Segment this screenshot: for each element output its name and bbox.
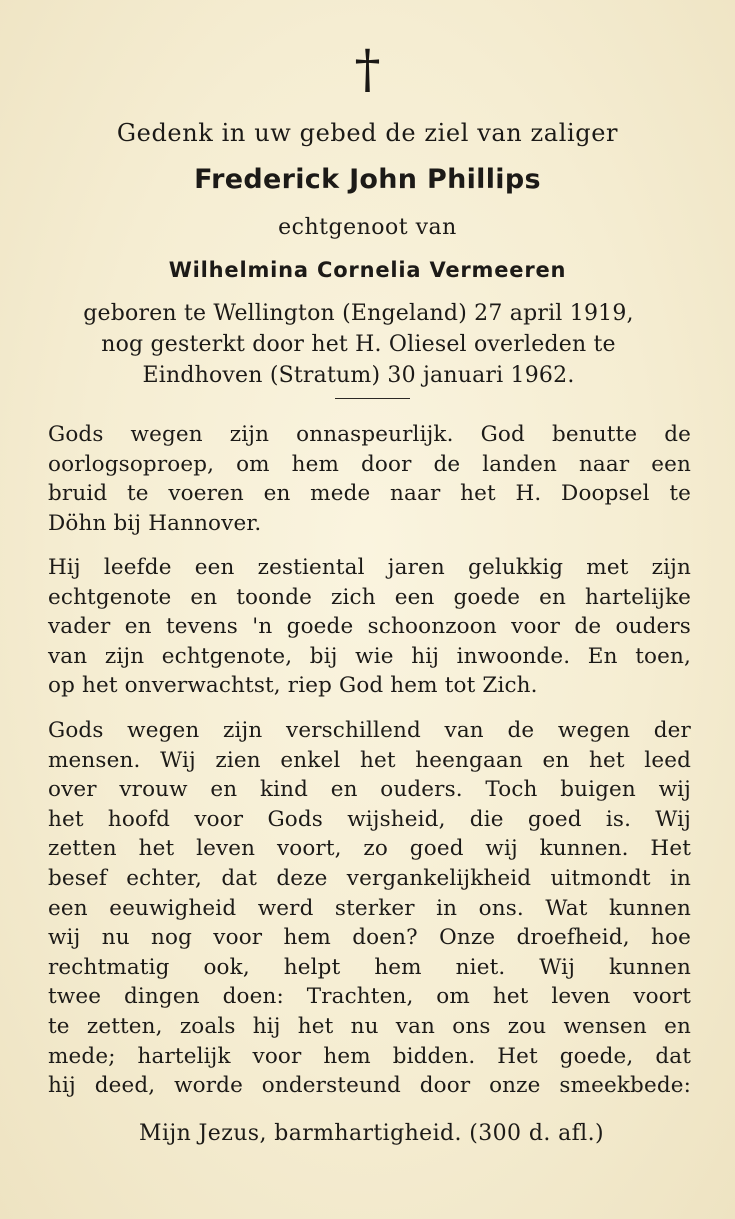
spouse-label: echtgenoot van (278, 215, 457, 240)
prayer-text: Mijn Jezus, barmhartigheid. (300 d. afl.) (139, 1121, 604, 1146)
text-line: vader en tevens 'n goede schoonzoon voor de ouders (48, 614, 691, 640)
paragraph-3 (48, 716, 691, 1101)
text-line: over vrouw en kind en ouders. Toch buigen wij (48, 777, 691, 803)
text-line: zetten het leven voort, zo goed wij kunnen. Het (48, 836, 691, 862)
text-line: het hoofd voor Gods wijsheid, die goed is. Wij (48, 806, 691, 832)
intro-line: Gedenk in uw gebed de ziel van zaliger (116, 119, 619, 147)
text-line: Döhn bij Hannover. (48, 510, 262, 536)
spouse-name: Wilhelmina Cornelia Vermeeren (168, 258, 567, 282)
birth-line: geboren te Wellington (Engeland) 27 april 1919, (83, 301, 634, 326)
text-line: twee dingen doen: Trachten, om het leven voort (48, 984, 691, 1010)
text-line: mensen. Wij zien enkel het heengaan en het leed (48, 747, 691, 773)
text-line: wij nu nog voor hem doen? Onze droefheid, hoe (48, 925, 691, 951)
paragraph-1 (48, 420, 691, 538)
text-line: besef echter, dat deze vergankelijkheid uitmondt in (48, 865, 691, 891)
text-line: te zetten, zoals hij het nu van ons zou wensen en (48, 1013, 691, 1039)
text-line: mede; hartelijk voor hem bidden. Het goede, dat (48, 1043, 691, 1069)
text-line: rechtmatig ook, helpt hem niet. Wij kunnen (48, 954, 691, 980)
text-line: Gods wegen zijn onnaspeurlijk. God benutte de (48, 422, 691, 447)
text-line: oorlogsoproep, om hem door de landen naar een (48, 451, 691, 477)
birth-death-details (48, 298, 669, 391)
birth-line: nog gesterkt door het H. Oliesel overleden te (101, 332, 616, 357)
text-line: Hij leefde een zestiental jaren gelukkig met zijn (48, 555, 691, 580)
text-line: Gods wegen zijn verschillend van de wegen der (48, 718, 691, 743)
text-line: van zijn echtgenote, bij wie hij inwoonde. En toen, (48, 643, 691, 669)
text-line: hij deed, worde ondersteund door onze smeekbede: (48, 1073, 691, 1099)
text-line: echtgenote en toonde zich een goede en hartelijke (48, 584, 691, 610)
birth-line: Eindhoven (Stratum) 30 januari 1962. (142, 363, 575, 388)
cross-icon: † (354, 40, 381, 100)
text-line: een eeuwigheid werd sterker in ons. Wat kunnen (48, 895, 691, 921)
paragraph-2 (48, 553, 691, 701)
closing-prayer (0, 1119, 735, 1149)
text-line: op het onverwachtst, riep God hem tot Zich. (48, 673, 538, 699)
divider-rule (335, 398, 410, 399)
deceased-name: Frederick John Phillips (194, 164, 541, 195)
text-line: bruid te voeren en mede naar het H. Doopsel te (48, 481, 691, 507)
